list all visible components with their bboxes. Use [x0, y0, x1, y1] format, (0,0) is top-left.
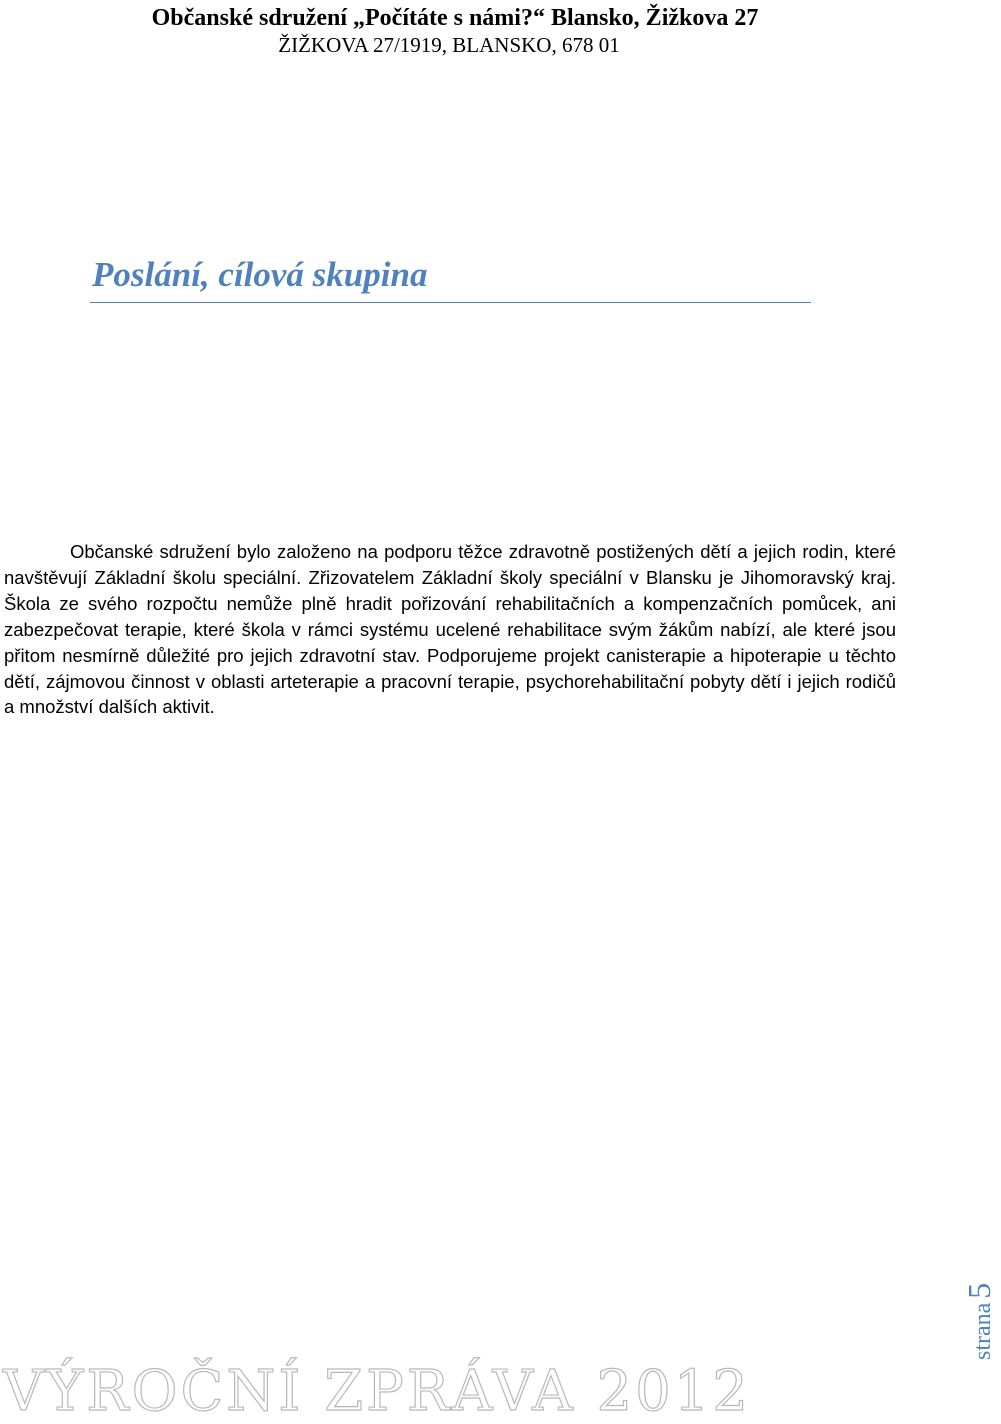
organization-name: Občanské sdružení „Počítáte s námi?“ Blansko, Žižkova 27: [151, 5, 759, 31]
page-number-label: [961, 1282, 1001, 1360]
report-title-footer: VÝROČNÍ ZPRÁVA 2012: [3, 1359, 752, 1424]
organization-address: ŽIŽKOVA 27/1919, BLANSKO, 678 01: [278, 33, 620, 57]
page-word: strana: [970, 1302, 996, 1360]
section-heading: Poslání, cílová skupina: [92, 255, 428, 294]
heading-underline: [90, 302, 811, 303]
body-paragraph: Občanské sdružení bylo založeno na podporu těžce zdravotně postižených dětí a jejich rodin, které navštěvují Základní školu speciální. Zřizovatelem Základní školy speciální v Blansku je Jihomoravský kraj. Škola ze svého rozpočtu nemůže plně hradit pořizování rehabilitačních a kompenzačních pomůcek, ani zabezpečovat terapie, které škola v rámci systému ucelené rehabilitace svým žákům nabízí, ale které jsou přitom nesmírně důležité pro jejich zdravotní stav. Podporujeme projekt canisterapie a hipoterapie u těchto dětí, zájmovou činnost v oblasti arteterapie a pracovní terapie, psychorehabilitační pobyty dětí i jejich rodičů a množství dalších aktivit.: [4, 541, 896, 718]
page-number: 5: [961, 1282, 997, 1299]
